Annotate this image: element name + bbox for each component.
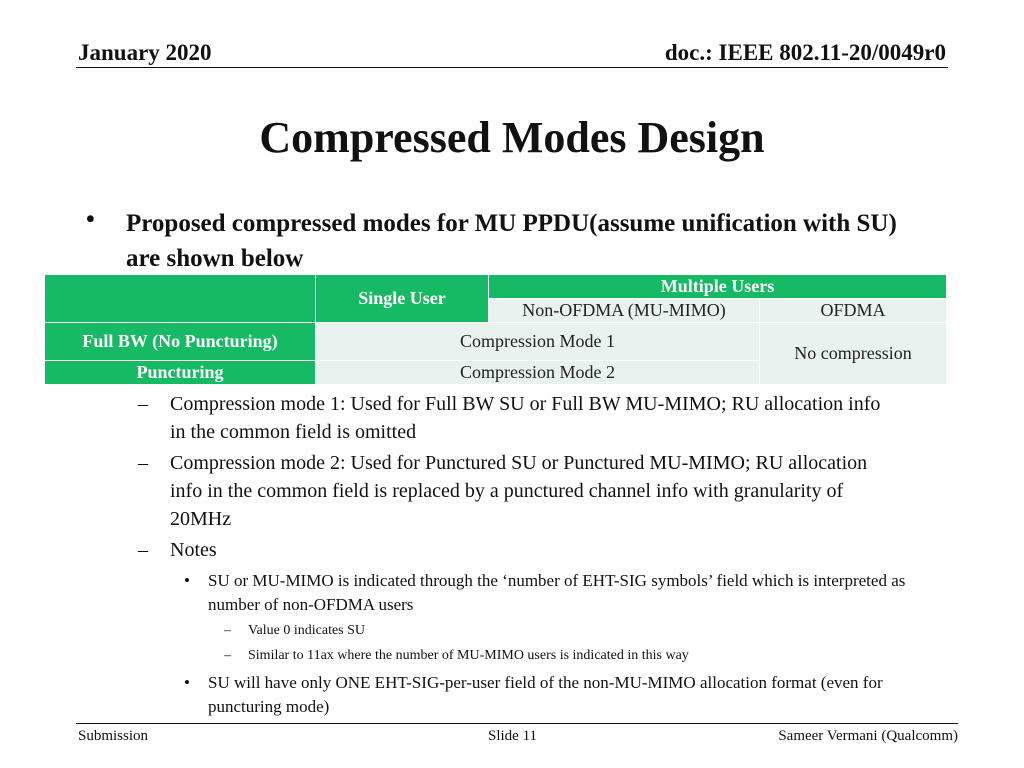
sub-item-text: Notes	[170, 539, 217, 561]
sub-note-marker: –	[224, 648, 231, 663]
table-corner-cell	[45, 275, 316, 323]
cell-compression-mode-1: Compression Mode 1	[316, 323, 760, 361]
sub-item-marker: –	[138, 452, 148, 474]
sub-item-marker: –	[138, 393, 148, 415]
main-bullet-marker: •	[86, 206, 95, 233]
cell-no-compression: No compression	[760, 323, 947, 385]
slide-title: Compressed Modes Design	[259, 113, 765, 162]
footer-author: Sameer Vermani (Qualcomm)	[778, 728, 958, 744]
compression-modes-table	[44, 274, 947, 385]
sub-note-text: Value 0 indicates SU	[248, 623, 366, 638]
footer-divider	[76, 723, 958, 724]
note-text: SU or MU-MIMO is indicated through the ‘number of EHT-SIG symbols’ field which is interpreted as number of non-OFDMA users	[208, 571, 906, 614]
header-divider	[76, 67, 948, 68]
header-multiple-users: Multiple Users	[489, 275, 947, 299]
footer-submission: Submission	[78, 728, 149, 744]
main-bullet-text: Proposed compressed modes for MU PPDU(assume unification with SU) are shown below	[126, 210, 897, 272]
note-marker: •	[184, 571, 190, 590]
header-ofdma: OFDMA	[760, 299, 947, 323]
header-date: January 2020	[78, 40, 212, 65]
header-single-user: Single User	[316, 275, 489, 323]
note-marker: •	[184, 673, 190, 692]
sub-note-marker: –	[224, 623, 231, 638]
sub-note-text: Similar to 11ax where the number of MU-MIMO users is indicated in this way	[248, 648, 689, 663]
row-label-full-bw: Full BW (No Puncturing)	[45, 323, 316, 361]
sub-item-marker: –	[138, 539, 148, 561]
header-non-ofdma: Non-OFDMA (MU-MIMO)	[489, 299, 760, 323]
sub-item-text: Compression mode 1: Used for Full BW SU or Full BW MU-MIMO; RU allocation info in the common field is omitted	[170, 393, 881, 443]
sub-item-text: Compression mode 2: Used for Punctured SU or Punctured MU-MIMO; RU allocation info in the common field is replaced by a punctured channel info with granularity of 20MHz	[170, 452, 868, 530]
cell-compression-mode-2: Compression Mode 2	[316, 361, 760, 385]
row-label-puncturing: Puncturing	[45, 361, 316, 385]
footer-slide-number: Slide 11	[488, 728, 538, 744]
note-text: SU will have only ONE EHT-SIG-per-user field of the non-MU-MIMO allocation format (even for puncturing mode)	[208, 673, 883, 716]
header-doc-id: doc.: IEEE 802.11-20/0049r0	[664, 40, 946, 65]
